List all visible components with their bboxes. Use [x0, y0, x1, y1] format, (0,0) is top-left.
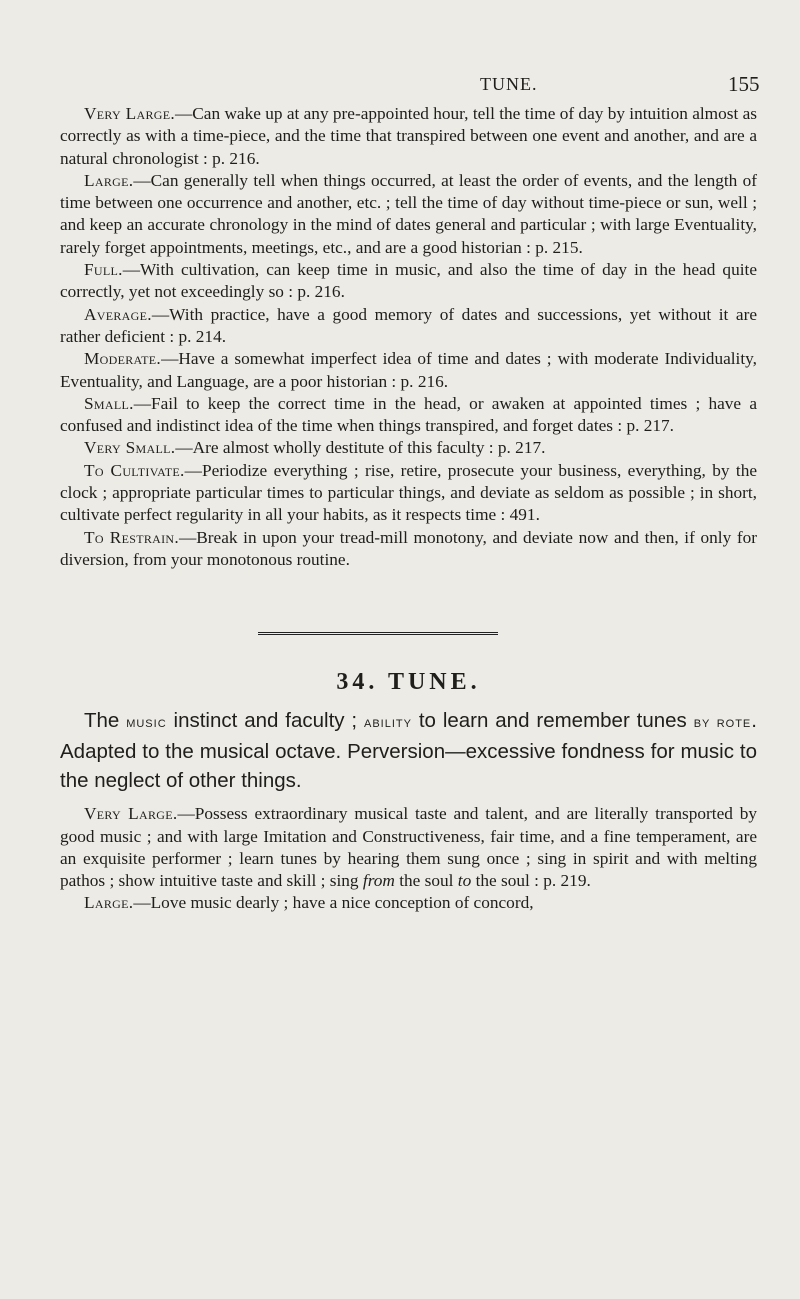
- entry-label: Small.: [84, 393, 134, 413]
- entry-text: —Fail to keep the correct time in the head, or awaken at appointed times ; have a confused and indistinct idea of the time when things transpired, and forget dates : p. 217.: [60, 393, 757, 436]
- time-entry-full: [60, 259, 757, 304]
- entry-text: —Are almost wholly destitute of this faculty : p. 217.: [175, 438, 546, 458]
- entry-emphasis: to: [457, 871, 472, 891]
- entry-text: —Can wake up at any pre-appointed hour, tell the time of day by intuition almost as correctly as with a time-piece, and the time that transpired between one event and another, and are a natural chronologist : p. 216.: [60, 104, 758, 168]
- section-divider: [60, 571, 757, 667]
- text-column: [60, 103, 757, 915]
- double-rule: [258, 632, 498, 635]
- entry-label: Moderate.: [84, 349, 162, 369]
- entry-text: —Can generally tell when things occurred, at least the order of events, and the length of time between one occurrence and another, etc. ; tell the time of day without time-piece or sun, well ; and keep an accurate chronology in the mind of dates general and particular ; with large Eventuality, rarely forget appointments, meetings, etc., and are a good historian : p. 215.: [60, 170, 757, 257]
- entry-label: To Restrain.: [84, 527, 179, 547]
- time-entry-very-small: [60, 437, 757, 459]
- time-entry-average: [60, 304, 757, 349]
- summary-small-caps: music: [126, 714, 167, 732]
- entry-text: —With practice, have a good memory of dates and successions, yet without it are rather deficient : p. 214.: [60, 304, 757, 346]
- entry-label: Large.: [84, 893, 134, 913]
- entry-label: Very Large.: [84, 104, 175, 123]
- time-entry-large: [60, 170, 757, 259]
- entry-text: —Have a somewhat imperfect idea of time and dates ; with moderate Individuality, Eventuality, and Language, are a poor historian : p. 216.: [60, 349, 757, 391]
- entry-emphasis: from: [362, 871, 395, 891]
- tune-entry-very-large: Very Large.—Possess extraordinary musical taste and talent, and are literally transported by good music ; and with large Imitation and Constructiveness, fair time, and a fine temperament, are an exquisite performer ; learn tunes by hearing them sung once ; sing in spirit and with melting pathos ; show intuitive taste and skill ; sing from the soul to the soul : p. 219.: [60, 804, 758, 891]
- entry-text: —Possess extraordinary musical taste and talent, and are literally transported by good music ; and with large Imitation and Constructiveness, fair time, and a fine temperament, are an exquisite performer ; learn tunes by hearing them sung once ; sing in spirit and with melting pathos ; show intuitive taste and skill ; sing: [60, 804, 758, 891]
- entry-label: Large.: [84, 170, 134, 190]
- entry-text: —Break in upon your tread-mill monotony, and deviate now and then, if only for diversion, from your monotonous routine.: [60, 527, 758, 569]
- entry-label: Very Large.: [84, 804, 178, 824]
- summary-small-caps: by rote: [693, 714, 752, 732]
- tune-entry-large: [60, 892, 757, 914]
- time-entry-to-restrain: [60, 527, 757, 572]
- entry-label: Full.: [84, 260, 123, 280]
- entry-text: —Love music dearly ; have a nice conception of concord,: [133, 893, 534, 913]
- entry-label: Average.: [84, 304, 152, 324]
- entry-label: To Cultivate.: [84, 460, 185, 480]
- summary-small-caps: ability: [364, 714, 412, 732]
- entry-text: —With cultivation, can keep time in music, and also the time of day in the head quite correctly, yet not exceedingly so : p. 216.: [60, 260, 757, 302]
- time-entry-moderate: [60, 348, 757, 393]
- running-head: [0, 72, 800, 98]
- section-heading: 34. TUNE.: [336, 669, 481, 696]
- section-summary: The music instinct and faculty ; ability to learn and remember tunes by rote. Adapted to the musical octave. Perversion—excessive fondness for music to the neglect of other things.: [60, 709, 757, 793]
- entry-text: —Periodize everything ; rise, retire, prosecute your business, everything, by the clock ; appropriate particular times to particular things, and deviate as seldom as possible ; in short, cultivate perfect regularity in all your habits, as it respects time : 491.: [60, 460, 757, 525]
- time-entry-small: [60, 393, 757, 438]
- entry-label: Very Small.: [84, 438, 176, 458]
- running-head-title: TUNE.: [480, 74, 538, 94]
- page-number: 155: [728, 72, 760, 96]
- time-entry-to-cultivate: [60, 460, 757, 527]
- time-entry-very-large: [60, 103, 757, 170]
